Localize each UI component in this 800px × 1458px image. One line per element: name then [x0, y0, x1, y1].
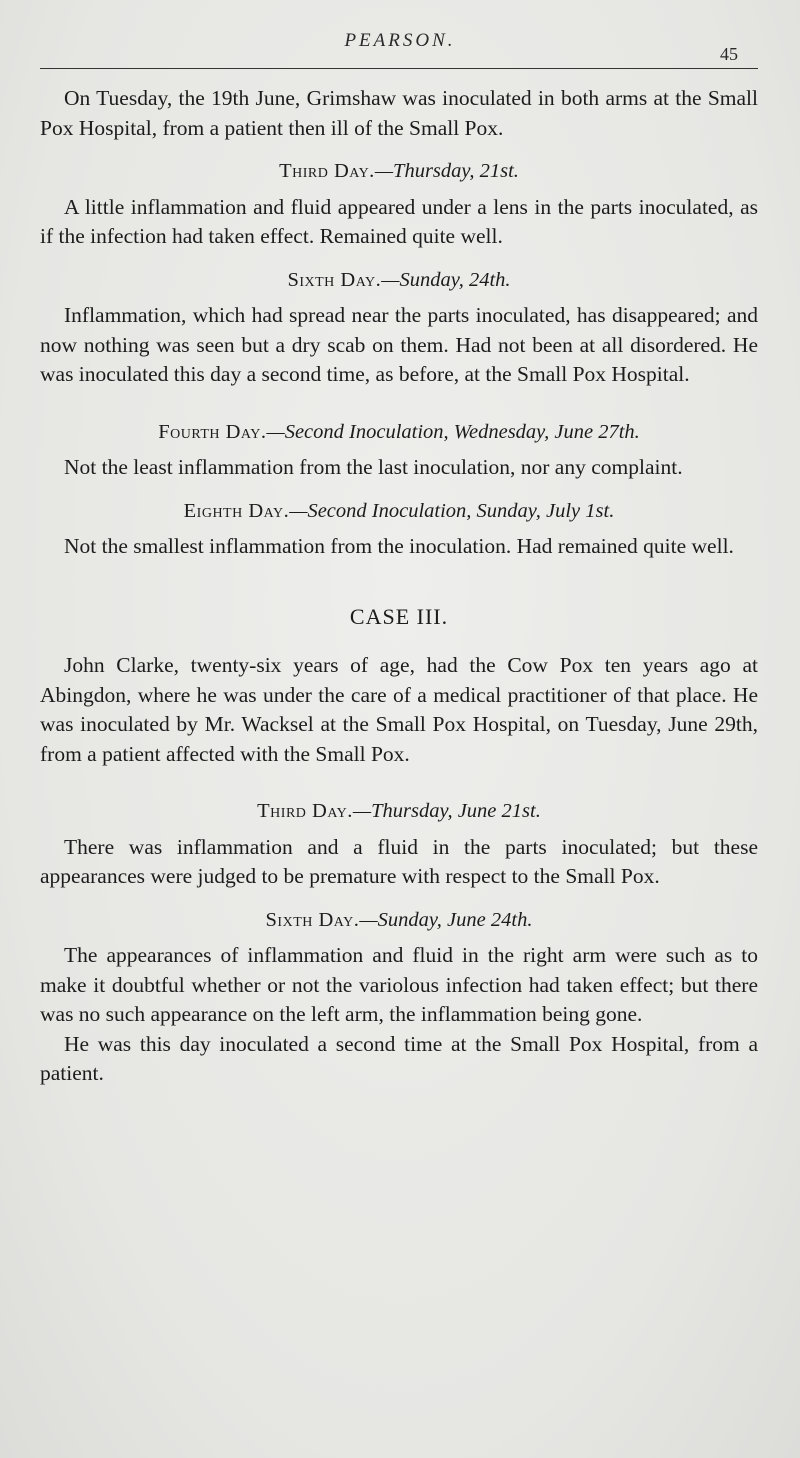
heading-detail: —Sunday, 24th. — [381, 268, 511, 291]
paragraph-second-inoculation: He was this day inoculated a second time at the Small Pox Hospital, from a patient. — [40, 1031, 758, 1085]
heading-label: Sixth Day. — [265, 908, 360, 931]
section-heading-fourth-day — [40, 418, 758, 448]
paragraph-eighth-day: Not the smallest inflammation from the inoculation. Had remained quite well. — [64, 534, 734, 558]
paragraph-grimshaw-inoculation: On Tuesday, the 19th June, Grimshaw was inoculated in both arms at the Small Pox Hospital, from a patient then ill of the Small Pox. — [40, 86, 758, 140]
section-heading-third-day-case3 — [40, 797, 758, 827]
heading-detail: —Thursday, June 21st. — [352, 800, 541, 822]
page-body — [40, 84, 758, 1089]
section-heading-eighth-day — [40, 497, 758, 527]
heading-label: Third Day. — [279, 160, 375, 182]
heading-detail: —Second Inoculation, Sunday, July 1st. — [289, 499, 615, 522]
heading-label: Third Day. — [257, 800, 353, 822]
running-title: PEARSON. — [344, 30, 456, 51]
heading-detail: —Second Inoculation, Wednesday, June 27th. — [266, 420, 640, 443]
section-heading-sixth-day-case3 — [40, 906, 758, 936]
heading-detail: —Sunday, June 24th. — [359, 908, 533, 931]
section-heading-sixth-day — [40, 266, 758, 296]
section-heading-third-day — [40, 157, 758, 187]
paragraph-john-clarke: John Clarke, twenty-six years of age, had the Cow Pox ten years ago at Abingdon, where he was under the care of a medical practitioner of that place. He was inoculated by Mr. Wacksel at the Small Pox Hospital, on Tuesday, June 29th, from a patient affected with the Small Pox. — [40, 653, 758, 766]
paragraph-sixth-day: Inflammation, which had spread near the parts inoculated, has disappeared; and now nothing was seen but a dry scab on them. Had not been at all disordered. He was inoculated this day a second time, as before, at the Small Pox Hospital. — [40, 303, 758, 386]
heading-label: Fourth Day. — [158, 420, 267, 443]
spacer — [40, 769, 758, 783]
heading-label: Eighth Day. — [183, 499, 290, 522]
spacer — [40, 390, 758, 404]
page-number: 45 — [720, 44, 738, 64]
paragraph-fourth-day: Not the least inflammation from the last inoculation, nor any complaint. — [64, 455, 683, 479]
heading-detail: —Thursday, 21st. — [374, 160, 519, 182]
case-title: CASE III. — [349, 603, 449, 629]
paragraph-sixth-day-case3: The appearances of inflammation and fluid in the right arm were such as to make it doubtful whether or not the variolous infection had taken effect; but there was no such appearance on the left arm, the inflammation being gone. — [40, 943, 758, 1026]
paragraph-third-day-case3: There was inflammation and a fluid in the parts inoculated; but these appearances were judged to be premature with respect to the Small Pox. — [40, 834, 758, 888]
header-rule — [40, 68, 758, 69]
paragraph-third-day: A little inflammation and fluid appeared under a lens in the parts inoculated, as if the infection had taken effect. Remained quite well. — [40, 194, 758, 248]
heading-label: Sixth Day. — [287, 268, 382, 291]
